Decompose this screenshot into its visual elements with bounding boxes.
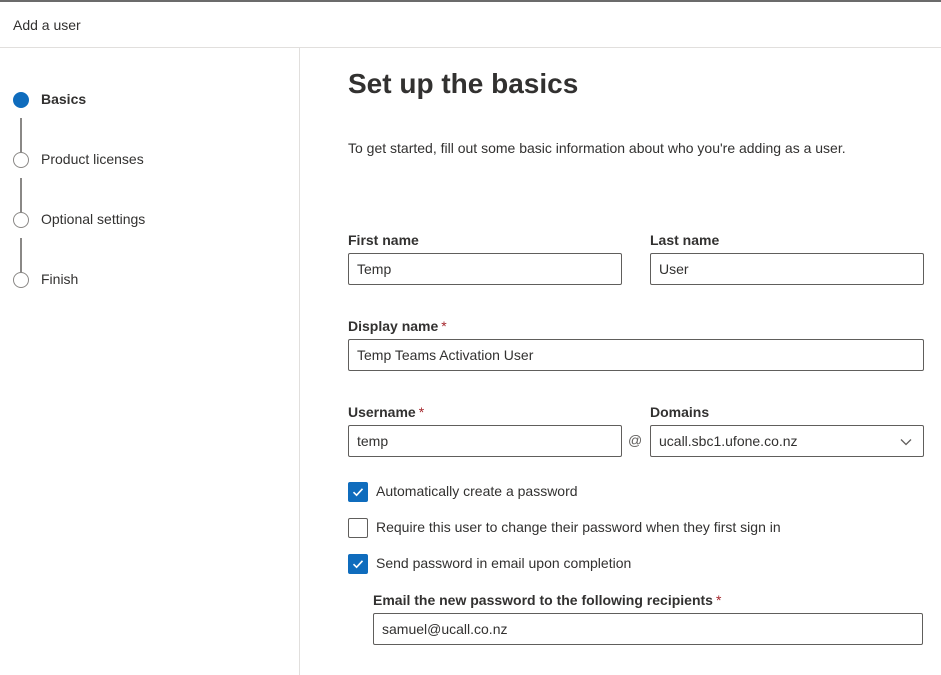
step-label: Optional settings xyxy=(41,211,146,227)
panel-title: Add a user xyxy=(13,17,81,33)
checkmark-icon xyxy=(352,486,364,498)
step-indicator-icon xyxy=(13,152,29,168)
at-sign: @ xyxy=(628,432,643,448)
required-marker: * xyxy=(715,592,722,608)
checkbox-checked[interactable] xyxy=(348,482,368,502)
checkmark-icon xyxy=(352,558,364,570)
recipients-label: Email the new password to the following recipients * xyxy=(373,592,722,608)
first-name-label: First name xyxy=(348,232,419,248)
checkbox-label: Send password in email upon completion xyxy=(376,555,632,571)
checkbox-checked[interactable] xyxy=(348,554,368,574)
page-title: Set up the basics xyxy=(348,68,579,99)
last-name-label: Last name xyxy=(650,232,720,248)
checkbox-label: Automatically create a password xyxy=(376,483,578,499)
required-marker: * xyxy=(441,318,447,334)
username-label: Username * xyxy=(348,404,425,420)
step-connector xyxy=(20,178,22,214)
step-label: Finish xyxy=(41,271,79,287)
wizard-steps xyxy=(0,48,300,675)
step-indicator-icon xyxy=(13,272,29,288)
require-password-change-checkbox[interactable] xyxy=(348,518,908,538)
step-indicator-icon xyxy=(13,212,29,228)
send-password-email-checkbox[interactable] xyxy=(348,554,908,574)
step-indicator-active-icon xyxy=(13,92,29,108)
domains-label: Domains xyxy=(650,404,710,420)
username-field[interactable] xyxy=(348,425,622,457)
step-connector xyxy=(20,238,22,274)
intro-text: To get started, fill out some basic information about who you're adding as a user. xyxy=(348,140,846,156)
auto-create-password-checkbox[interactable] xyxy=(348,482,908,502)
chevron-down-icon xyxy=(899,435,913,449)
required-marker: * xyxy=(418,404,425,420)
domains-dropdown[interactable] xyxy=(650,425,924,457)
step-label: Product licenses xyxy=(41,151,144,167)
domains-selected-value: ucall.sbc1.ufone.co.nz xyxy=(659,433,798,449)
step-connector xyxy=(20,118,22,154)
last-name-field[interactable] xyxy=(650,253,924,285)
checkbox-unchecked[interactable] xyxy=(348,518,368,538)
checkbox-label: Require this user to change their password when they first sign in xyxy=(376,519,781,535)
step-optional-settings[interactable] xyxy=(13,210,293,230)
main-content xyxy=(300,48,941,675)
step-label: Basics xyxy=(41,91,87,107)
display-name-field[interactable] xyxy=(348,339,924,371)
step-basics[interactable] xyxy=(13,90,293,110)
recipients-email-field[interactable] xyxy=(373,613,923,645)
display-name-label: Display name * xyxy=(348,318,447,334)
step-finish[interactable] xyxy=(13,270,293,290)
first-name-field[interactable] xyxy=(348,253,622,285)
step-product-licenses[interactable] xyxy=(13,150,293,170)
panel-header xyxy=(0,2,941,48)
